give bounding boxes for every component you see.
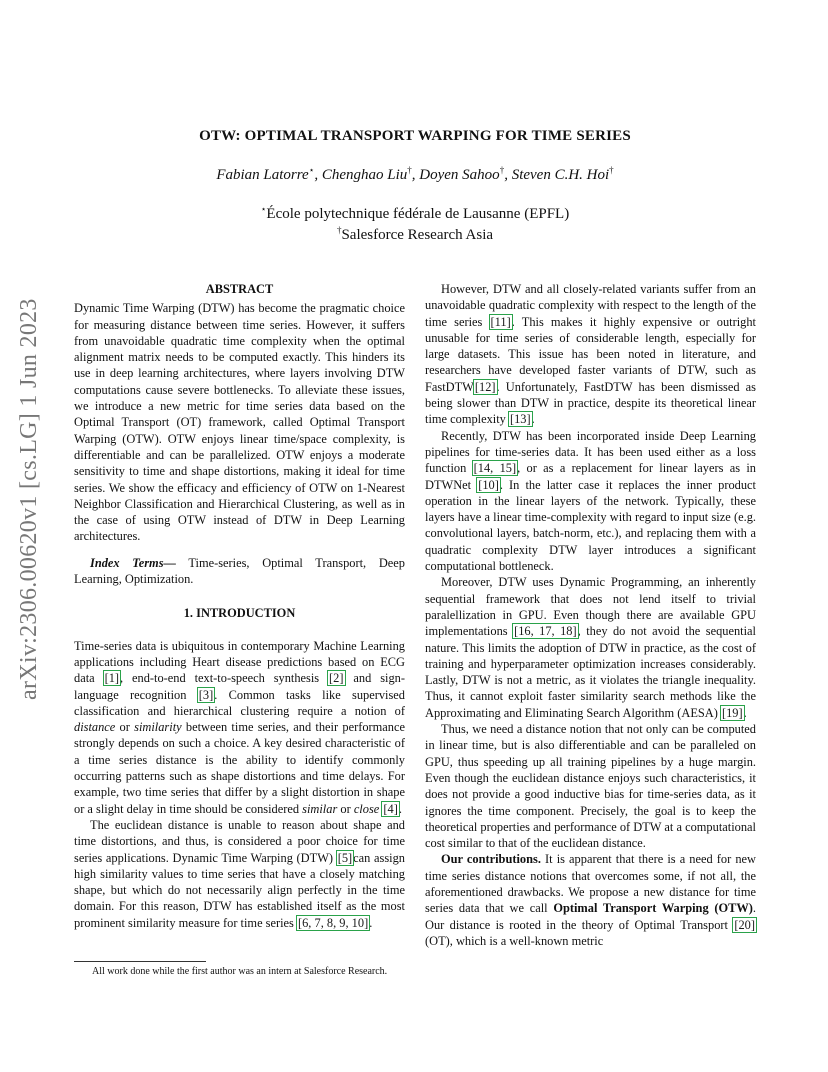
citation-link[interactable]: [6, 7, 8, 9, 10] bbox=[297, 915, 369, 930]
body-text: Thus, we need a distance notion that not only can be computed in linear time, but is also differentiable and can be paralleled on GPU, thus speeding up all training pipelines by a huge margin. Even though the euclidean distance enjoys such characteristics, it does not provide a good inductive bias for time-series data, as it ignores the time component. Precisely, the goal is to keep the theoretical properties and performance of DTW at a computational cost similar to that of the euclidean distance. bbox=[425, 722, 756, 851]
body-text: can assign high similarity values to time series that have a closely matching shape, but which do not necessarily align perfectly in the time domain. For this reason, DTW has established itself as the most prominent similarity measure for time series bbox=[74, 850, 405, 930]
body-text: It is apparent that there is a need for new time series distance notions that overcomes some, if not all, the aforementioned drawbacks. We propose a new distance for time series data that we call bbox=[425, 852, 756, 916]
body-text: , or as a replacement for linear layers as in DTWNet bbox=[425, 461, 757, 492]
body-text: Time-series data is ubiquitous in contemporary Machine Learning applications including Heart disease predictions based on ECG data bbox=[74, 638, 405, 686]
author: Steven C.H. Hoi† bbox=[511, 165, 614, 183]
author: Doyen Sahoo†, bbox=[419, 165, 512, 183]
paragraph bbox=[425, 721, 756, 851]
bold-text: Optimal Transport Warping (OTW) bbox=[553, 901, 753, 916]
body-text: , they do not avoid the sequential nature. This limits the adoption of DTW in practice, as the cost of training and hyperparameter optimization increases considerably. Lastly, DTW is not a metric, as it violates the triangle inequality. Thus, it cannot exploit faster similarity search methods like the Approximating and Eliminating Search Algorithm (AESA) bbox=[425, 624, 756, 720]
author-list bbox=[74, 167, 756, 184]
body-text: (OT), which is a well-known metric bbox=[425, 933, 604, 948]
citation-link[interactable]: [10] bbox=[478, 477, 499, 492]
body-text: . Common tasks like supervised classification and hierarchical clustering require a notion of bbox=[74, 687, 405, 718]
bold-text: Our contributions. bbox=[441, 852, 541, 867]
citation-link[interactable]: [16, 17, 18] bbox=[514, 624, 577, 639]
emphasis-text: distance bbox=[74, 720, 116, 735]
body-text: . bbox=[398, 801, 402, 816]
emphasis-text: close bbox=[353, 801, 380, 816]
citation-link[interactable]: [3] bbox=[198, 687, 214, 702]
abstract-heading: ABSTRACT bbox=[205, 282, 274, 296]
body-text: between time series, and their performance strongly depends on such a choice. A key desired characteristic of a time series distance is the ability to identify commonly occurring patterns such as shape distortions and time delays. For example, two time series that differ by a slight distortion in shape or a slight delay in time should be considered bbox=[74, 720, 405, 816]
paragraph bbox=[425, 428, 756, 575]
paragraph-contributions bbox=[425, 851, 756, 949]
affiliation-salesforce: †Salesforce Research Asia bbox=[336, 225, 494, 243]
body-text: . In the latter case it replaces the inner product operation in the linear layers of the network. Typically, these layers have a linear time-complexity with regard to input size (e.g. convolutional layers, batch-norm, etc.), and replacing them with a quadratic complexity DTW layer introduces a significant computational bottleneck. bbox=[425, 477, 756, 574]
citation-link[interactable]: [13] bbox=[509, 412, 531, 427]
emphasis-text: similar bbox=[302, 801, 338, 816]
citation-link[interactable]: [2] bbox=[329, 671, 344, 686]
citation-link[interactable]: [1] bbox=[104, 671, 120, 686]
body-text: . bbox=[531, 412, 535, 427]
citation-link[interactable]: [5] bbox=[337, 850, 353, 865]
affiliation-epfl: ⋆École polytechnique fédérale de Lausanne (EPFL) bbox=[260, 204, 570, 222]
body-text: The euclidean distance is unable to reason about shape and time distortions, and thus, is considered a poor choice for time series applications. Dynamic Time Warping (DTW) bbox=[74, 817, 405, 865]
citation-link[interactable]: [20] bbox=[734, 917, 755, 932]
body-text: . This makes it highly expensive or outright unusable for time series of considerable length, especially for large datasets. This issue has been noted in literature, and researchers have developed faster variants of DTW, such as FastDTW bbox=[425, 314, 756, 394]
citation-link[interactable]: [12] bbox=[474, 379, 496, 394]
body-text: and sign-language recognition bbox=[74, 671, 405, 702]
citation-link[interactable]: [14, 15] bbox=[473, 461, 517, 476]
index-terms: Index Terms— Time-series, Optimal Transport, Deep Learning, Optimization. bbox=[74, 555, 405, 587]
citation-link[interactable]: [19] bbox=[721, 705, 743, 720]
citation-link[interactable]: [4] bbox=[383, 801, 398, 816]
body-text: or bbox=[337, 801, 354, 816]
body-text: . Unfortunately, FastDTW has been dismissed as being slower than DTW in practice, despite its theoretical linear time complexity bbox=[425, 379, 756, 427]
abstract-text: Dynamic Time Warping (DTW) has become the pragmatic choice for measuring distance between time series. However, it suffers from unavoidable quadratic time complexity when the optimal alignment matrix needs to be computed exactly. This hinders its use in deep learning architectures, where layers involving DTW computations cause severe bottlenecks. To alleviate these issues, we introduce a new metric for time series data based on the Optimal Transport (OT) framework, called Optimal Transport Warping (OTW). OTW enjoys linear time/space complexity, is differentiable and can be parallelized. OTW enjoys a moderate sensitivity to time and shape distortions, making it ideal for time series. We show the efficacy and efficiency of OTW on 1-Nearest Neighbor Classification and Hierarchical Clustering, as well as in the case of using OTW instead of DTW in Deep Learning architectures. bbox=[74, 301, 405, 544]
paragraph bbox=[74, 638, 405, 817]
footnote: All work done while the first author was an intern at Salesforce Research. bbox=[92, 966, 388, 977]
body-text: . bbox=[369, 915, 373, 930]
left-column bbox=[74, 281, 405, 931]
author: Fabian Latorre⋆, bbox=[216, 165, 322, 183]
body-text: or bbox=[115, 720, 135, 735]
body-text: . bbox=[743, 705, 747, 720]
body-text: Moreover, DTW uses Dynamic Programming, an inherently sequential framework that does not lend itself to trivial paralellization in GPU. Even though there are available GPU implementations bbox=[425, 575, 756, 639]
body-text: However, DTW and all closely-related variants suffer from an unavoidable quadratic complexity with respect to the length of the time series bbox=[425, 282, 756, 329]
footnote-rule bbox=[74, 961, 206, 962]
paragraph bbox=[425, 574, 756, 721]
paragraph bbox=[425, 281, 756, 428]
emphasis-text: similarity bbox=[134, 720, 182, 735]
paragraph bbox=[74, 817, 405, 931]
author: Chenghao Liu†, bbox=[321, 165, 420, 183]
right-column bbox=[425, 281, 756, 949]
paper-title: OTW: OPTIMAL TRANSPORT WARPING FOR TIME SERIES bbox=[199, 128, 631, 144]
body-text: , end-to-end text-to-speech synthesis bbox=[120, 671, 329, 686]
body-text: . Our distance is rooted in the theory of Optimal Transport bbox=[425, 901, 757, 932]
section-heading-introduction: 1. INTRODUCTION bbox=[183, 606, 296, 621]
body-text: Recently, DTW has been incorporated inside Deep Learning pipelines for time-series data. It has been used either as a loss function bbox=[425, 428, 756, 476]
arxiv-identifier: arXiv:2306.00620v1 [cs.LG] 1 Jun 2023 bbox=[16, 298, 42, 700]
citation-link[interactable]: [11] bbox=[490, 314, 511, 329]
